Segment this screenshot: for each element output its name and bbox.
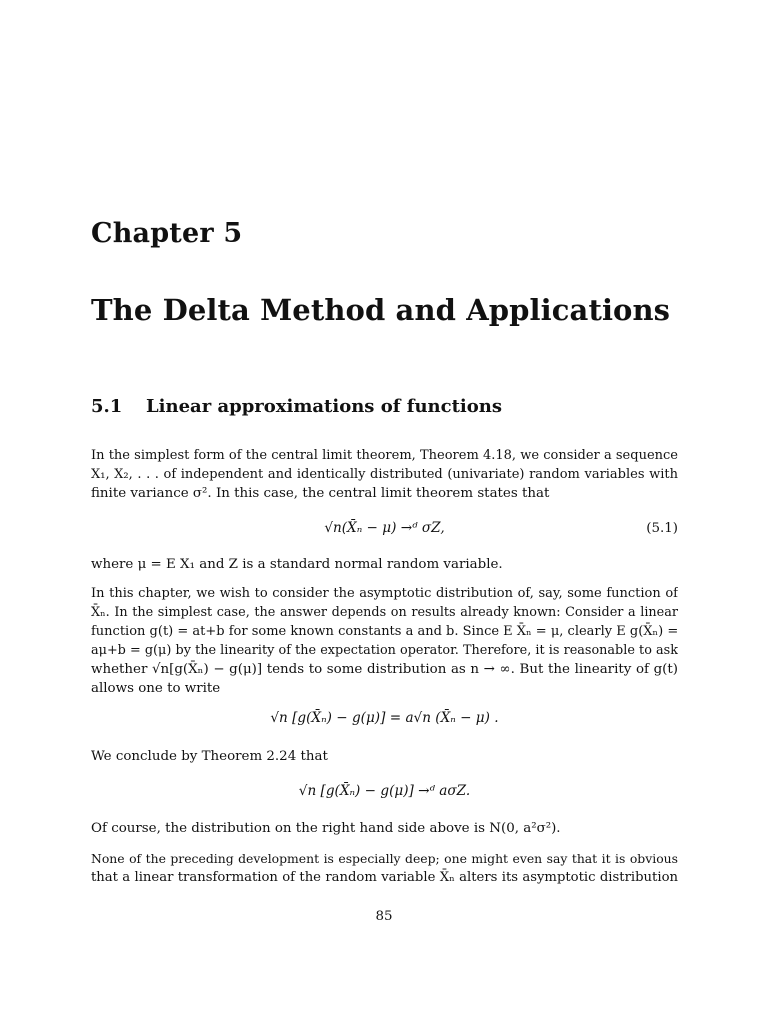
text-line: X₁, X₂, . . . of independent and identically distributed (univariate) random variables with xyxy=(91,467,678,482)
text-line: where μ = E X₁ and Z is a standard normal random variable. xyxy=(91,557,503,572)
paragraph-chapter-aim xyxy=(91,584,678,698)
equation-body: √n(X̄ₙ − μ) →ᵈ σZ, xyxy=(324,520,445,536)
text-line: that a linear transformation of the random variable X̄ₙ alters its asymptotic distribution xyxy=(91,870,678,885)
chapter-title: The Delta Method and Applications xyxy=(91,293,671,327)
paragraph-preceding xyxy=(91,849,678,887)
text-line: In this chapter, we wish to consider the asymptotic distribution of, say, some function of xyxy=(91,586,678,601)
equation-convergence xyxy=(91,783,678,799)
text-line: In the simplest form of the central limit theorem, Theorem 4.18, we consider a sequence xyxy=(91,448,678,463)
chapter-label: Chapter 5 xyxy=(91,218,243,249)
equation-number: (5.1) xyxy=(646,521,678,536)
paragraph-intro xyxy=(91,446,678,503)
equation-linear xyxy=(91,710,678,726)
equation-body: √n [g(X̄ₙ) − g(μ)] →ᵈ aσZ. xyxy=(298,783,471,799)
section-heading xyxy=(91,396,502,417)
text-line: Of course, the distribution on the right hand side above is N(0, a²σ²). xyxy=(91,821,561,836)
text-line: X̄ₙ. In the simplest case, the answer depends on results already known: Consider a linear xyxy=(91,605,678,620)
text-line: aμ+b = g(μ) by the linearity of the expectation operator. Therefore, it is reasonable to ask xyxy=(91,643,678,658)
section-title: Linear approximations of functions xyxy=(146,396,502,417)
equation-body: √n [g(X̄ₙ) − g(μ)] = a√n (X̄ₙ − μ) . xyxy=(270,710,499,726)
text-line: allows one to write xyxy=(91,681,221,696)
section-number: 5.1 xyxy=(91,396,123,417)
paragraph-conclude xyxy=(91,747,678,766)
paragraph-where xyxy=(91,555,678,574)
text-line: function g(t) = at+b for some known constants a and b. Since E X̄ₙ = μ, clearly E g(X̄ₙ) = xyxy=(91,624,678,639)
text-line: whether √n[g(X̄ₙ) − g(μ)] tends to some distribution as n → ∞. But the linearity of g(t) xyxy=(91,662,678,677)
text-line: finite variance σ². In this case, the central limit theorem states that xyxy=(91,486,550,501)
text-line: We conclude by Theorem 2.24 that xyxy=(91,749,328,764)
text-line: None of the preceding development is especially deep; one might even say that it is obvious xyxy=(91,851,678,866)
page-number: 85 xyxy=(375,909,393,924)
paragraph-distribution xyxy=(91,819,678,838)
equation-5-1 xyxy=(91,520,678,536)
